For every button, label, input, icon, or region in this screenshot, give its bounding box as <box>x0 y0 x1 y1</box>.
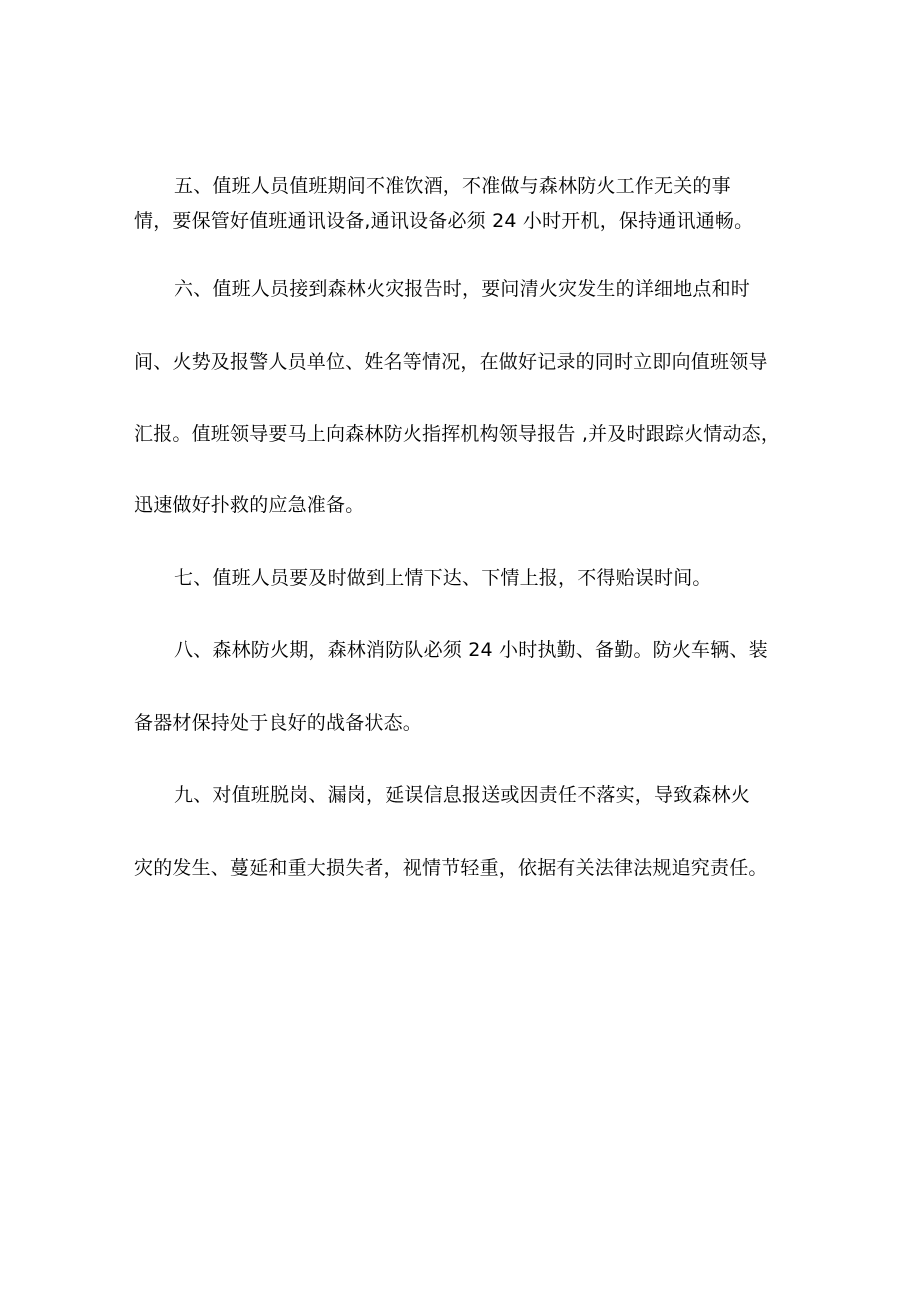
paragraph-5-line-2: 情，要保管好值班通讯设备,通讯设备必须 24 小时开机，保持通讯通畅。 <box>134 210 754 232</box>
paragraph-6-line-1: 六、值班人员接到森林火灾报告时，要问清火灾发生的详细地点和时 <box>174 278 751 300</box>
paragraph-7-line-1: 七、值班人员要及时做到上情下达、下情上报，不得贻误时间。 <box>174 567 712 589</box>
paragraph-8-line-2: 备器材保持处于良好的战备状态。 <box>134 712 423 734</box>
paragraph-6-line-4: 迅速做好扑救的应急准备。 <box>134 494 365 516</box>
paragraph-6-line-2: 间、火势及报警人员单位、姓名等情况，在做好记录的同时立即向值班领导 <box>134 351 768 373</box>
paragraph-9-line-2: 灾的发生、蔓延和重大损失者，视情节轻重，依据有关法律法规追究责任。 <box>134 857 768 879</box>
paragraph-6-line-3: 汇报。值班领导要马上向森林防火指挥机构领导报告 ,并及时跟踪火情动态， <box>134 423 781 445</box>
paragraph-5-line-1: 五、值班人员值班期间不准饮酒，不准做与森林防火工作无关的事 <box>174 175 731 197</box>
paragraph-9-line-1: 九、对值班脱岗、漏岗，延误信息报送或因责任不落实，导致森林火 <box>174 784 751 806</box>
paragraph-8-line-1: 八、森林防火期，森林消防队必须 24 小时执勤、备勤。防火车辆、装 <box>174 639 768 661</box>
